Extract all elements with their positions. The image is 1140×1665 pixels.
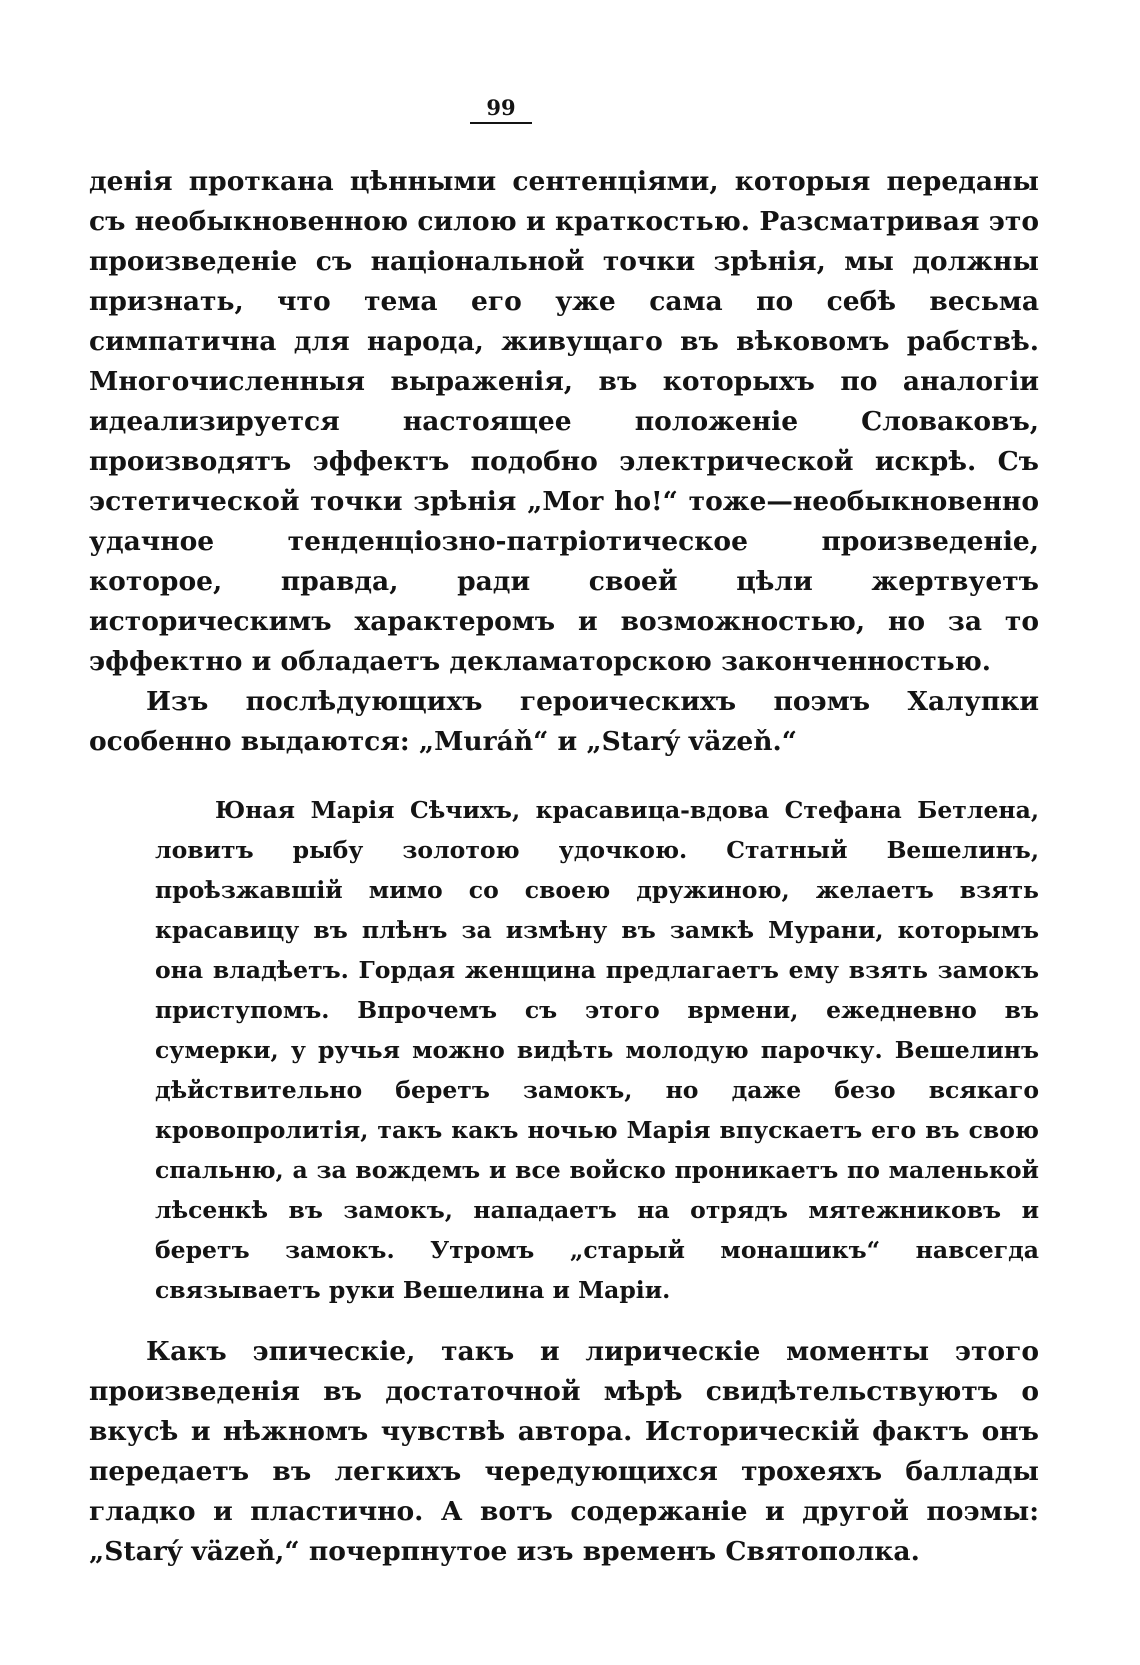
paragraph-continuation: денія проткана цѣнными сентенціями, которыя переданы съ необыкновенною силою и краткостью. Разсматривая это произведеніе съ національной точки зрѣнія, мы должны признать, что тема его уже сама по себѣ весьма симпатична для народа, живущаго въ вѣковомъ рабствѣ. Многочисленныя выраженія, въ которыхъ по аналогіи идеализируется настоящее положеніе Словаковъ, производятъ эффектъ подобно электрической искрѣ. Съ эстетической точки зрѣнія „Mor ho!“ тоже—необыкновенно удачное тенденціозно-патріотическое произведеніе, которое, правда, ради своей цѣли жертвуетъ историческимъ характеромъ и возможностью, но за то эффектно и обладаетъ декламаторскою законченностью. [89, 166, 1039, 677]
paragraph-epic-lyric: Какъ эпическіе, такъ и лирическіе моменты этого произведенія въ достаточной мѣрѣ свидѣтельствуютъ о вкусѣ и нѣжномъ чувствѣ автора. Историческій фактъ онъ передаетъ въ легкихъ чередующихся трохеяхъ баллады гладко и пластично. А вотъ содержаніе и другой поэмы: „Starý väzeň,“ почерпнутое изъ временъ Святополка. [89, 1336, 1039, 1567]
paragraph-heroic-poems: Изъ послѣдующихъ героическихъ поэмъ Халупки особенно выдаются: „Muráň“ и „Starý väzeň.“ [89, 686, 1039, 757]
book-page [89, 94, 1039, 1572]
page-number: 99 [470, 94, 532, 124]
block-quote-muran-summary: Юная Марія Сѣчихъ, красавица-вдова Стефана Бетлена, ловитъ рыбу золотою удочкою. Статный Вешелинъ, проѣзжавшій мимо со своею дружиною, желаетъ взять красавицу въ плѣнъ за измѣну въ замкѣ Мурани, которымъ она владѣетъ. Гордая женщина предлагаетъ ему взять замокъ приступомъ. Впрочемъ съ этого врмени, ежедневно въ сумерки, у ручья можно видѣть молодую парочку. Вешелинъ дѣйствительно беретъ замокъ, но даже безо всякаго кровопролитія, такъ какъ ночью Марія впускаетъ его въ свою спальню, а за вождемъ и все войско проникаетъ по маленькой лѣсенкѣ въ замокъ, нападаетъ на отрядъ мятежниковъ и беретъ замокъ. Утромъ „старый монашикъ“ навсегда связываетъ руки Вешелина и Маріи. [155, 796, 1039, 1304]
